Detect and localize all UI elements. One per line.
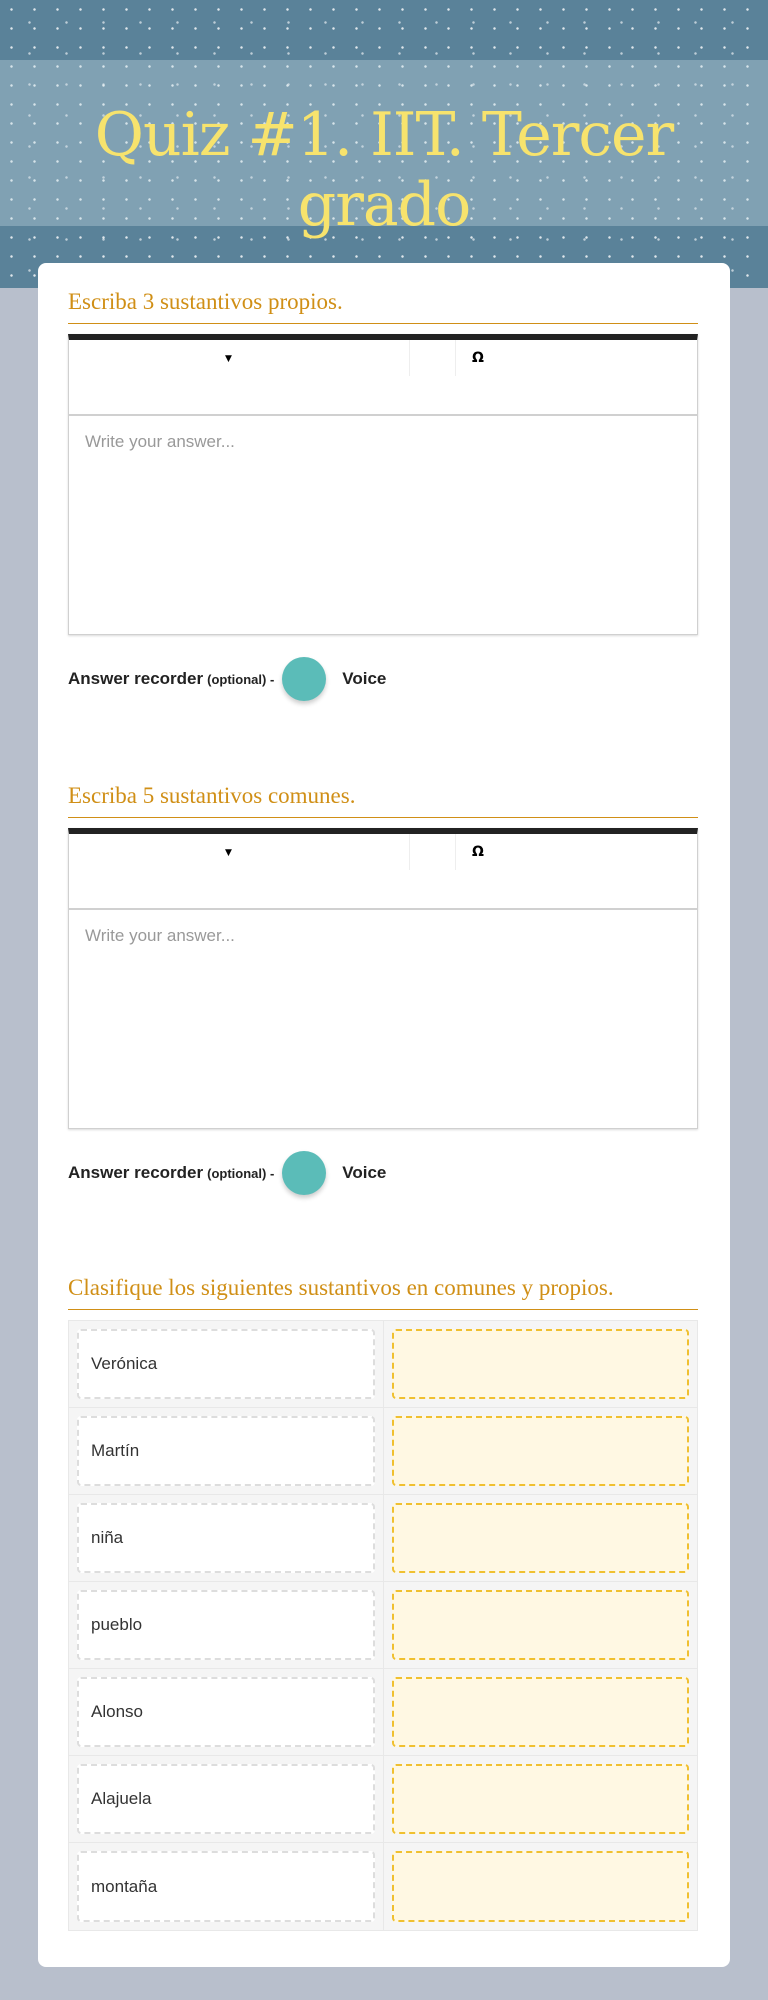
rich-text-editor	[68, 828, 698, 1129]
quiz-title: Quiz #1. IIT. Tercer grado	[94, 100, 674, 240]
classify-row	[69, 1669, 697, 1756]
question-2	[68, 783, 698, 1195]
drop-zone[interactable]	[392, 1590, 690, 1660]
draggable-item[interactable]: niña	[77, 1503, 375, 1573]
draggable-item[interactable]: Martín	[77, 1416, 375, 1486]
recorder-label: Answer recorder	[68, 1163, 204, 1182]
record-button[interactable]	[282, 1151, 326, 1195]
item-cell	[69, 1321, 384, 1407]
classify-table	[68, 1320, 698, 1931]
classify-row	[69, 1408, 697, 1495]
question-title: Escriba 5 sustantivos comunes.	[68, 783, 698, 818]
question-title: Escriba 3 sustantivos propios.	[68, 289, 698, 324]
question-1	[68, 289, 698, 701]
recorder-optional: (optional) -	[207, 671, 275, 687]
quiz-card	[38, 263, 730, 1967]
item-cell	[69, 1843, 384, 1930]
draggable-item[interactable]: pueblo	[77, 1590, 375, 1660]
answer-input[interactable]: Write your answer...	[85, 926, 235, 945]
item-cell	[69, 1756, 384, 1842]
item-cell	[69, 1582, 384, 1668]
toolbar-divider	[409, 834, 410, 870]
answer-input[interactable]: Write your answer...	[85, 432, 235, 451]
draggable-item[interactable]: Verónica	[77, 1329, 375, 1399]
classify-row	[69, 1321, 697, 1408]
drop-cell	[384, 1408, 698, 1494]
draggable-item[interactable]: Alonso	[77, 1677, 375, 1747]
drop-zone[interactable]	[392, 1503, 690, 1573]
drop-cell	[384, 1582, 698, 1668]
drop-cell	[384, 1669, 698, 1755]
toolbar-divider	[455, 834, 456, 870]
item-cell	[69, 1408, 384, 1494]
special-character-button[interactable]: Ω	[472, 844, 484, 860]
voice-label: Voice	[342, 669, 387, 688]
recorder-label: Answer recorder	[68, 669, 204, 688]
record-button[interactable]	[282, 657, 326, 701]
drop-cell	[384, 1756, 698, 1842]
editor-toolbar	[69, 834, 697, 910]
drop-cell	[384, 1321, 698, 1407]
item-cell	[69, 1495, 384, 1581]
item-cell	[69, 1669, 384, 1755]
drop-zone[interactable]	[392, 1677, 690, 1747]
classify-row	[69, 1756, 697, 1843]
classify-row	[69, 1582, 697, 1669]
drop-zone[interactable]	[392, 1416, 690, 1486]
answer-recorder	[68, 657, 698, 701]
drop-zone[interactable]	[392, 1329, 690, 1399]
classify-row	[69, 1843, 697, 1930]
toolbar-divider	[455, 340, 456, 376]
toolbar-divider	[409, 340, 410, 376]
dropdown-caret-icon[interactable]: ▼	[225, 354, 232, 364]
draggable-item[interactable]: montaña	[77, 1851, 375, 1922]
dropdown-caret-icon[interactable]: ▼	[225, 848, 232, 858]
drop-zone[interactable]	[392, 1851, 690, 1922]
header-banner	[0, 0, 768, 288]
question-3	[68, 1275, 698, 1931]
drop-cell	[384, 1843, 698, 1930]
drop-zone[interactable]	[392, 1764, 690, 1834]
question-title: Clasifique los siguientes sustantivos en comunes y propios.	[68, 1275, 698, 1310]
recorder-optional: (optional) -	[207, 1165, 275, 1181]
draggable-item[interactable]: Alajuela	[77, 1764, 375, 1834]
rich-text-editor	[68, 334, 698, 635]
editor-toolbar	[69, 340, 697, 416]
special-character-button[interactable]: Ω	[472, 350, 484, 366]
classify-row	[69, 1495, 697, 1582]
voice-label: Voice	[342, 1163, 387, 1182]
answer-recorder	[68, 1151, 698, 1195]
drop-cell	[384, 1495, 698, 1581]
